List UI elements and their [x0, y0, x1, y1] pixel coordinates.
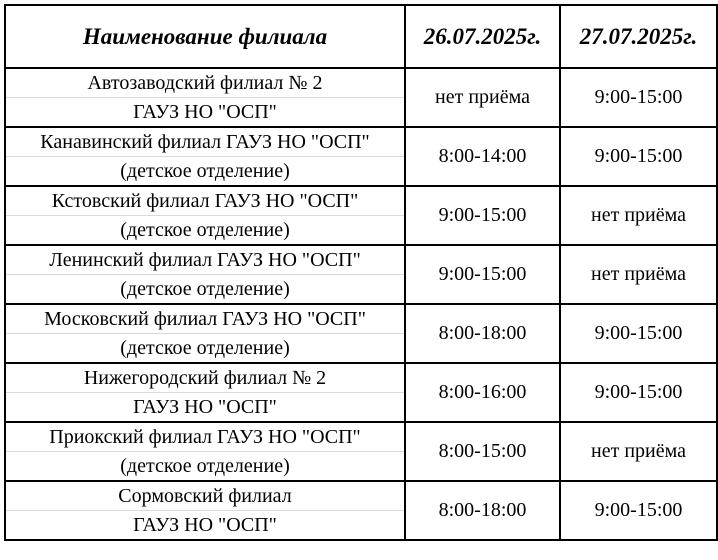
branch-name-line-1: Нижегородский филиал № 2 — [6, 364, 404, 393]
hours-date-1-cell[interactable]: нет приёма — [405, 68, 560, 127]
branch-name-line-1: Ленинский филиал ГАУЗ НО "ОСП" — [6, 246, 404, 275]
hours-date-1-cell[interactable]: 9:00-15:00 — [405, 186, 560, 245]
branch-name-line-1: Приокский филиал ГАУЗ НО "ОСП" — [6, 423, 404, 452]
hours-date-1-cell[interactable]: 8:00-16:00 — [405, 363, 560, 422]
table-row — [5, 68, 717, 127]
hours-date-2-cell[interactable]: 9:00-15:00 — [560, 363, 717, 422]
hours-date-2-cell[interactable]: 9:00-15:00 — [560, 481, 717, 540]
branch-name-cell[interactable] — [5, 304, 405, 363]
branch-name-line-2: (детское отделение) — [120, 160, 290, 182]
hours-date-2-cell[interactable]: нет приёма — [560, 245, 717, 304]
table-row — [5, 422, 717, 481]
hours-date-2-cell[interactable]: 9:00-15:00 — [560, 127, 717, 186]
branch-name-line-1: Сормовский филиал — [6, 482, 404, 511]
branch-name-line-1: Канавинский филиал ГАУЗ НО "ОСП" — [6, 128, 404, 157]
hours-date-1-cell[interactable]: 8:00-18:00 — [405, 304, 560, 363]
branch-name-cell[interactable] — [5, 127, 405, 186]
branch-name-line-2: (детское отделение) — [120, 337, 290, 359]
branch-name-line-2: (детское отделение) — [120, 219, 290, 241]
table-row — [5, 245, 717, 304]
branch-name-line-1: Автозаводский филиал № 2 — [6, 69, 404, 98]
branch-name-line-1: Кстовский филиал ГАУЗ НО "ОСП" — [6, 187, 404, 216]
branch-name-line-2: ГАУЗ НО "ОСП" — [133, 396, 277, 418]
hours-date-1-cell[interactable]: 8:00-18:00 — [405, 481, 560, 540]
branch-name-line-1: Московский филиал ГАУЗ НО "ОСП" — [6, 305, 404, 334]
hours-date-1-cell[interactable]: 8:00-15:00 — [405, 422, 560, 481]
table-row — [5, 186, 717, 245]
branch-name-line-2: ГАУЗ НО "ОСП" — [133, 514, 277, 536]
hours-date-2-cell[interactable]: нет приёма — [560, 186, 717, 245]
table-row — [5, 481, 717, 540]
table-row — [5, 304, 717, 363]
table-row — [5, 127, 717, 186]
branch-name-cell[interactable] — [5, 245, 405, 304]
table-row — [5, 363, 717, 422]
branch-name-cell[interactable] — [5, 363, 405, 422]
hours-date-1-cell[interactable]: 8:00-14:00 — [405, 127, 560, 186]
header-branch-name[interactable]: Наименование филиала — [5, 5, 405, 68]
hours-date-1-cell[interactable]: 9:00-15:00 — [405, 245, 560, 304]
branch-name-cell[interactable] — [5, 186, 405, 245]
schedule-table — [4, 4, 718, 541]
hours-date-2-cell[interactable]: 9:00-15:00 — [560, 68, 717, 127]
branch-name-cell[interactable] — [5, 422, 405, 481]
branch-name-line-2: (детское отделение) — [120, 455, 290, 477]
branch-name-line-2: (детское отделение) — [120, 278, 290, 300]
branch-name-cell[interactable] — [5, 481, 405, 540]
table-header-row — [5, 5, 717, 68]
branch-name-cell[interactable] — [5, 68, 405, 127]
header-date-2[interactable]: 27.07.2025г. — [560, 5, 717, 68]
hours-date-2-cell[interactable]: нет приёма — [560, 422, 717, 481]
hours-date-2-cell[interactable]: 9:00-15:00 — [560, 304, 717, 363]
header-date-1[interactable]: 26.07.2025г. — [405, 5, 560, 68]
branch-name-line-2: ГАУЗ НО "ОСП" — [133, 101, 277, 123]
